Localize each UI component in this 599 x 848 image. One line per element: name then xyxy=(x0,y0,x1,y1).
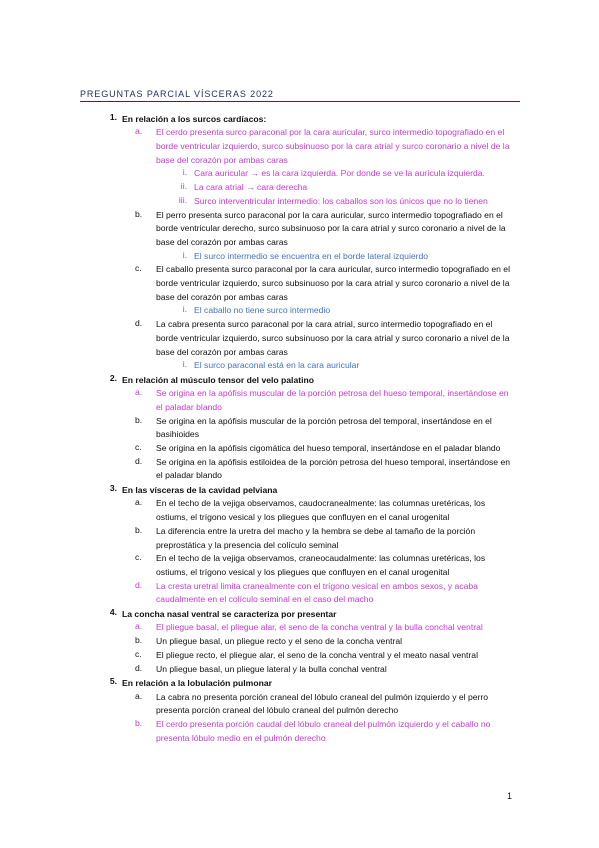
answer-option xyxy=(0,718,599,745)
option-text: Se origina en la apófisis muscular de la porción petrosa del temporal, insertándose en el basihioides xyxy=(156,415,492,440)
answer-option xyxy=(0,525,599,552)
note-number: i. xyxy=(182,359,187,370)
note-text: Surco interventricular intermedio: los caballos son los únicos que no lo tienen xyxy=(194,195,488,206)
answer-option xyxy=(0,552,599,579)
answer-option xyxy=(0,580,599,607)
option-text: La cabra presenta surco paraconal por la cara atrial, surco intermedio topografiado en el borde ventricular izquierdo, surco subsinuoso por la cara atrial y surco coronario a nivel de la base del corazón por ambas caras xyxy=(156,319,510,357)
option-text: El perro presenta surco paraconal por la cara auricular, surco intermedio topografiado en el borde ventricular derecho, surco subsinuoso por la cara atrial y surco coronario a nivel de la base del corazón por ambas caras xyxy=(156,209,506,247)
option-text: El pliegue recto, el pliegue alar, el seno de la concha ventral y el meato nasal ventral xyxy=(156,649,478,660)
answer-option xyxy=(0,263,599,304)
question-text: En relación a la lobulación pulmonar xyxy=(122,678,272,689)
answer-option xyxy=(0,318,599,359)
option-letter: b. xyxy=(135,717,143,728)
option-letter: a. xyxy=(135,126,143,137)
question-4 xyxy=(0,607,599,621)
option-letter: a. xyxy=(135,497,143,508)
note-text: El surco intermedio se encuentra en el borde lateral izquierdo xyxy=(194,250,429,261)
note-text: La cara atrial → cara derecha xyxy=(194,182,308,193)
answer-option xyxy=(0,691,599,718)
option-text: En el techo de la vejiga observamos, caudocranealmente: las columnas uretéricas, los ostiums, el trígono vesical y los pliegues que confluyen en el canal urogenital xyxy=(156,498,486,523)
question-3 xyxy=(0,483,599,497)
question-2 xyxy=(0,373,599,387)
note-text: El caballo no tiene surco intermedio xyxy=(194,305,331,316)
option-letter: c. xyxy=(135,263,142,274)
question-text: En relación al músculo tensor del velo palatino xyxy=(122,374,314,385)
note-number: iii. xyxy=(178,194,187,205)
option-letter: d. xyxy=(135,662,143,673)
answer-option xyxy=(0,621,599,635)
option-note xyxy=(0,181,599,195)
note-number: i. xyxy=(182,249,187,260)
option-text: Un pliegue basal, un pliegue lateral y la bulla conchal ventral xyxy=(156,663,387,674)
option-letter: b. xyxy=(135,208,143,219)
option-text: El caballo presenta surco paraconal por la cara auricular, surco intermedio topografiado en el borde ventricular izquierdo, surco subsinuoso por la cara atrial y surco coronario a nivel de la base del corazón por ambas caras xyxy=(156,264,510,302)
option-text: La cabra no presenta porción craneal del lóbulo craneal del pulmón izquierdo y el perro presenta porción craneal del lóbulo craneal del pulmón derecho xyxy=(156,691,489,716)
question-number: 5. xyxy=(109,676,117,687)
option-note xyxy=(0,359,599,373)
header-divider xyxy=(80,101,520,102)
option-text: Se origina en la apófisis estiloidea de la porción petrosa del hueso temporal, insertándose en el paladar blando xyxy=(156,456,511,481)
option-letter: b. xyxy=(135,414,143,425)
option-text: Un pliegue basal, un pliegue recto y el seno de la concha ventral xyxy=(156,636,403,647)
answer-option xyxy=(0,456,599,483)
answer-option xyxy=(0,442,599,456)
note-number: i. xyxy=(182,167,187,178)
answer-option xyxy=(0,497,599,524)
document-header-title: PREGUNTAS PARCIAL VÍSCERAS 2022 xyxy=(80,89,274,99)
question-number: 1. xyxy=(109,112,117,122)
option-note xyxy=(0,250,599,264)
answer-option xyxy=(0,126,599,167)
answer-option xyxy=(0,663,599,677)
note-number: ii. xyxy=(180,181,187,192)
option-text: El cerdo presenta surco paraconal por la cara auricular, surco intermedio topografiado en el borde ventricular izquierdo, surco subsinuoso por la cara atrial y surco coronario a nivel de la base del corazón por ambas caras xyxy=(156,127,510,165)
question-text: En las vísceras de la cavidad pelviana xyxy=(122,485,278,496)
option-note xyxy=(0,304,599,318)
question-number: 4. xyxy=(109,607,117,618)
option-letter: b. xyxy=(135,524,143,535)
question-text: En relación a los surcos cardíacos: xyxy=(122,114,267,124)
question-text: La concha nasal ventral se caracteriza por presentar xyxy=(122,609,337,620)
page-number: 1 xyxy=(507,791,513,801)
note-number: i. xyxy=(182,304,187,315)
note-text: El surco paraconal está en la cara auricular xyxy=(194,360,360,371)
option-note xyxy=(0,167,599,181)
answer-option xyxy=(0,635,599,649)
option-letter: d. xyxy=(135,318,143,329)
option-letter: d. xyxy=(135,455,143,466)
question-list xyxy=(0,112,599,745)
option-letter: c. xyxy=(135,552,142,563)
question-5 xyxy=(0,676,599,690)
answer-option xyxy=(0,387,599,414)
option-text: Se origina en la apófisis cigomática del hueso temporal, insertándose en el paladar blando xyxy=(156,443,501,454)
option-text: El cerdo presenta porción caudal del lóbulo craneal del pulmón izquierdo y el caballo no presenta lóbulo medio en el pulmón derecho xyxy=(156,718,491,743)
answer-option xyxy=(0,649,599,663)
option-text: Se origina en la apófisis muscular de la porción petrosa del hueso temporal, insertándose en el paladar blando xyxy=(156,388,509,412)
question-1 xyxy=(0,112,599,126)
option-letter: a. xyxy=(135,387,143,398)
answer-option xyxy=(0,415,599,442)
note-text: Cara auricular → es la cara izquierda. Por donde se ve la aurícula izquierda. xyxy=(194,168,485,179)
option-note xyxy=(0,195,599,209)
option-text: La cresta uretral limita cranealmente con el trígono vesical en ambos sexos, y acaba caudalmente en el colículo seminal en el caso del macho xyxy=(156,580,478,605)
option-letter: c. xyxy=(135,442,142,453)
option-letter: a. xyxy=(135,621,143,632)
option-text: La diferencia entre la uretra del macho y la hembra se debe al tamaño de la porción preprostática y la presencia del colículo seminal xyxy=(156,525,476,550)
option-letter: a. xyxy=(135,690,143,701)
option-letter: d. xyxy=(135,579,143,590)
answer-option xyxy=(0,209,599,250)
option-letter: b. xyxy=(135,635,143,646)
option-text: En el techo de la vejiga observamos, craneocaudalmente: las columnas uretéricas, los ostiums, el trígono vesical y los pliegues que confluyen en el canal urogenital xyxy=(156,553,486,577)
option-letter: c. xyxy=(135,648,142,659)
option-text: El pliegue basal, el pliegue alar, el seno de la concha ventral y la bulla conchal ventral xyxy=(156,622,483,633)
question-number: 3. xyxy=(109,483,117,494)
question-number: 2. xyxy=(109,372,117,383)
